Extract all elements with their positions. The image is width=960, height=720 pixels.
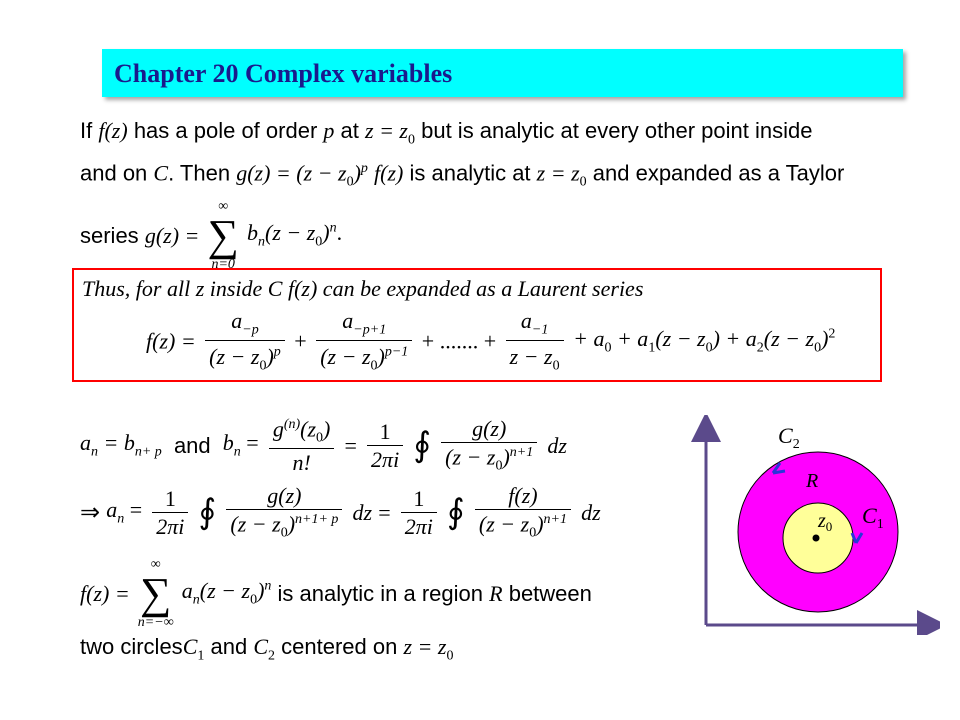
coef-fraction-2: $\frac{1}{2\pi i}$: [367, 421, 403, 471]
taylor-series-line: series g(z) = ∞ ∑ n=0 $b_n(z - z_0)^n$.: [80, 199, 343, 272]
laurent-expansion: f(z) = $\frac{a_{-p}}{(z - z_0)^p}$ + $\frac{a_{-p+1}}{(z - z_0)^{p-1}}$ + ....... + $\frac{a_{-1}}{z - z_0}$ + $a_0 + a_1(z - z_0) + a_2(z - z_0)^2$: [146, 308, 836, 374]
label-C2: $C_2$: [778, 423, 800, 452]
page-title: Chapter 20 Complex variables: [114, 59, 453, 88]
contour-integral-symbol: ∮: [198, 493, 217, 531]
laurent-intro: Thus, for all z inside C f(z) can be expanded as a Laurent series: [82, 276, 644, 301]
coef-fraction-1: $\frac{g^{(n)}(z_0)}{n!}$: [269, 418, 335, 474]
title-bar: [102, 49, 903, 97]
coefficient-line: $a_n = b_{n+ p}$ and $b_n$ = $\frac{g^{(n)}(z_0)}{n!}$ = $\frac{1}{2\pi i}$ ∮ $\frac{g(z)}{(z - z_0)^{n+1}}$ dz: [80, 416, 567, 475]
implies-arrow-icon: ⇒: [80, 498, 101, 526]
label-z0: $z_0$: [818, 510, 833, 534]
annulus-diagram: [690, 415, 940, 635]
text-line-2: and on C. Then $g(z) = (z - z_0)^p$ f(z) is analytic at $z = z_0$ and expanded as a Taylor: [80, 160, 845, 190]
fraction-term-3: $\frac{a_{-1}}{z - z_0}$: [506, 308, 564, 375]
sum-symbol: ∞ ∑ n=0: [207, 199, 239, 272]
center-point: [813, 535, 820, 542]
final-line: two circlesC$_1$ and $C_2$ centered on $z = z_0$: [80, 634, 454, 664]
coef-fraction-3: $\frac{g(z)}{(z - z_0)^{n+1}}$: [441, 418, 537, 474]
annulus-diagram-svg: [690, 415, 940, 635]
label-R: R: [806, 470, 819, 492]
text-line-1: If f(z) has a pole of order p at $z = z_0$ but is analytic at every other point inside: [80, 118, 813, 148]
label-C1: $C_1$: [862, 503, 884, 532]
laurent-sum-line: f(z) = ∞ ∑ n=−∞ $a_n(z - z_0)^n$ is analytic in a region R between: [80, 557, 592, 630]
contour-integral-symbol: ∮: [447, 493, 465, 531]
fraction-term-1: $\frac{a_{-p}}{(z - z_0)^p}$: [205, 308, 285, 375]
sum-symbol: ∞ ∑ n=−∞: [137, 557, 174, 630]
fraction-term-2: $\frac{a_{-p+1}}{(z - z_0)^{p-1}}$: [316, 308, 412, 375]
contour-integral-symbol: ∮: [413, 426, 432, 464]
implies-line: ⇒ $a_n$ = $\frac{1}{2\pi i}$ ∮ $\frac{g(z)}{(z - z_0)^{n+1+ p}}$ dz = $\frac{1}{2\pi i}$ ∮ $\frac{f(z)}{(z - z_0)^{n+1}}$ dz: [80, 483, 601, 541]
laurent-series-box: [72, 268, 882, 382]
